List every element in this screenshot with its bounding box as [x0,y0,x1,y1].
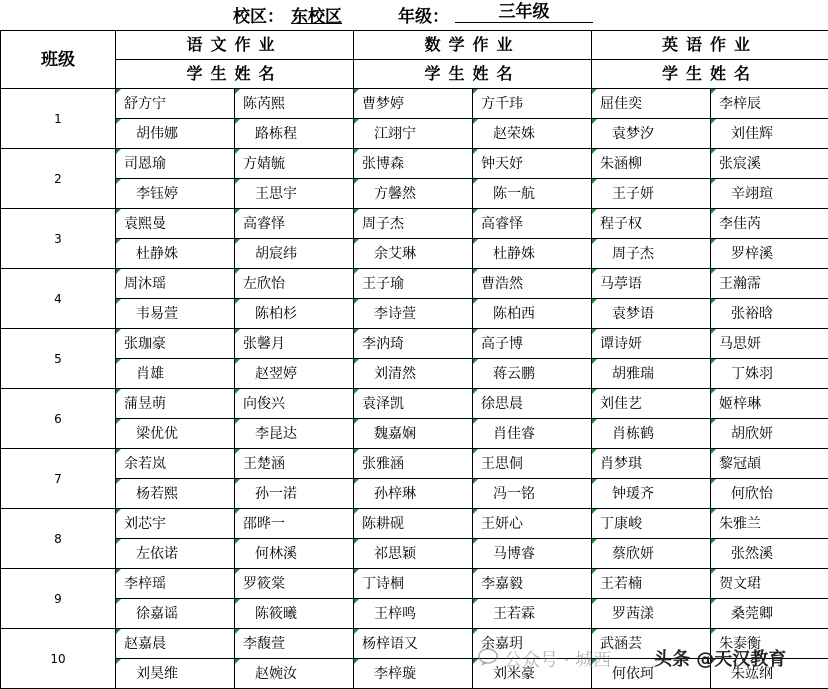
student-name-cell[interactable]: 向俊兴 [235,389,354,419]
student-name-cell[interactable]: 邵晔一 [235,509,354,539]
student-name-cell[interactable]: 方千玮 [473,89,592,119]
student-name-cell[interactable]: 高睿怿 [235,209,354,239]
student-name-cell[interactable]: 祁思颖 [354,539,473,569]
student-name-cell[interactable]: 王若楠 [592,569,711,599]
student-name-cell[interactable]: 江翊宁 [354,119,473,149]
student-name-cell[interactable]: 钟天妤 [473,149,592,179]
student-name-cell[interactable]: 赵嘉晨 [116,629,235,659]
student-name-cell[interactable]: 余若岚 [116,449,235,479]
student-name-header: 学生姓名 [116,60,354,89]
table-row [1,89,828,119]
student-name-cell[interactable]: 冯一铭 [473,479,592,509]
student-name-cell[interactable]: 蒲昱萌 [116,389,235,419]
student-name-cell[interactable]: 杜静姝 [473,239,592,269]
student-name-cell[interactable]: 何依珂 [592,659,711,689]
student-name-cell[interactable]: 王思侗 [473,449,592,479]
class-number: 10 [1,629,116,689]
student-name-cell[interactable]: 张博森 [354,149,473,179]
student-name-cell[interactable]: 王思宇 [235,179,354,209]
student-name-cell[interactable]: 何欣怡 [711,479,828,509]
table-row [1,119,828,149]
student-name-cell[interactable]: 朱泰衡 [711,629,828,659]
class-number: 5 [1,329,116,389]
student-name-cell[interactable]: 武涵芸 [592,629,711,659]
student-name-cell[interactable]: 高子博 [473,329,592,359]
table-row [1,629,828,659]
class-number: 7 [1,449,116,509]
student-name-cell[interactable]: 李昆达 [235,419,354,449]
table-row [1,179,828,209]
subject-header-chinese: 语文作业 [116,31,354,60]
student-name-cell[interactable]: 朱涵柳 [592,149,711,179]
subject-header-english: 英语作业 [592,31,828,60]
student-name-cell[interactable]: 袁梦汐 [592,119,711,149]
student-name-cell[interactable]: 徐思晨 [473,389,592,419]
student-name-cell[interactable]: 刘芯宇 [116,509,235,539]
student-name-cell[interactable]: 马博睿 [473,539,592,569]
student-name-cell[interactable]: 罗筱棠 [235,569,354,599]
student-name-cell[interactable]: 左欣怡 [235,269,354,299]
student-name-cell[interactable]: 袁梦语 [592,299,711,329]
table-row [1,329,828,359]
student-name-cell[interactable]: 周子杰 [354,209,473,239]
student-name-cell[interactable]: 李梓璇 [354,659,473,689]
student-name-cell[interactable]: 袁泽凯 [354,389,473,419]
student-name-cell[interactable]: 朱雅兰 [711,509,828,539]
student-name-cell[interactable]: 李嘉毅 [473,569,592,599]
student-name-cell[interactable]: 周沐瑶 [116,269,235,299]
student-name-cell[interactable]: 杨梓语又 [354,629,473,659]
student-name-cell[interactable]: 谭诗妍 [592,329,711,359]
student-name-cell[interactable]: 孙一渃 [235,479,354,509]
student-name-cell[interactable]: 王楚涵 [235,449,354,479]
student-name-cell[interactable]: 钟瑗齐 [592,479,711,509]
homework-table [0,30,828,689]
student-name-cell[interactable]: 胡雅瑞 [592,359,711,389]
watermark-account: 公众号 · 城西 [504,646,611,672]
table-row [1,269,828,299]
student-name-cell[interactable]: 路栋程 [235,119,354,149]
student-name-cell[interactable]: 孙梓琳 [354,479,473,509]
student-name-header: 学生姓名 [592,60,828,89]
watermark-source: 头条 @天汉教育 [654,645,786,671]
student-name-cell[interactable]: 丁诗桐 [354,569,473,599]
student-name-cell[interactable]: 张馨月 [235,329,354,359]
student-name-cell[interactable]: 丁姝羽 [711,359,828,389]
student-name-cell[interactable]: 姬梓琳 [711,389,828,419]
campus-value: 东校区 [291,2,342,27]
student-name-cell[interactable]: 曹浩然 [473,269,592,299]
student-name-cell[interactable]: 曹梦婷 [354,89,473,119]
student-name-cell[interactable]: 丁康峻 [592,509,711,539]
student-name-cell[interactable]: 张雅涵 [354,449,473,479]
class-number: 2 [1,149,116,209]
student-name-cell[interactable]: 赵婉汝 [235,659,354,689]
student-name-cell[interactable]: 徐嘉谣 [116,599,235,629]
class-number: 4 [1,269,116,329]
grade-label: 年级： [398,2,449,27]
student-name-cell[interactable]: 刘佳艺 [592,389,711,419]
student-name-cell[interactable]: 刘佳辉 [711,119,828,149]
table-row [1,659,828,689]
student-name-cell[interactable]: 胡伟娜 [116,119,235,149]
subject-header-math: 数学作业 [354,31,592,60]
student-name-cell[interactable]: 余艾琳 [354,239,473,269]
student-name-cell[interactable]: 王瀚霈 [711,269,828,299]
student-name-cell[interactable]: 韦易萱 [116,299,235,329]
class-number: 6 [1,389,116,449]
student-name-cell[interactable]: 马思妍 [711,329,828,359]
student-name-cell[interactable]: 辛翊瑄 [711,179,828,209]
student-name-cell[interactable]: 张裕晗 [711,299,828,329]
student-name-cell[interactable]: 肖佳睿 [473,419,592,449]
student-name-cell[interactable]: 王妍心 [473,509,592,539]
student-name-cell[interactable]: 李诗萱 [354,299,473,329]
student-name-cell[interactable]: 胡欣妍 [711,419,828,449]
student-name-cell[interactable]: 屈佳奕 [592,89,711,119]
student-name-cell[interactable]: 赵翌婷 [235,359,354,389]
table-row [1,389,828,419]
student-name-cell[interactable]: 肖栋鹤 [592,419,711,449]
student-name-cell[interactable]: 李钰婷 [116,179,235,209]
student-name-cell[interactable]: 左依诺 [116,539,235,569]
student-name-cell[interactable]: 王子瑜 [354,269,473,299]
student-name-cell[interactable]: 刘米豪 [473,659,592,689]
table-row [1,539,828,569]
student-name-cell[interactable]: 黎冠頡 [711,449,828,479]
table-row [1,299,828,329]
student-name-cell[interactable]: 蒋云鹏 [473,359,592,389]
table-row [1,569,828,599]
student-name-cell[interactable]: 陈筱曦 [235,599,354,629]
table-row [1,479,828,509]
student-name-cell[interactable]: 舒方宁 [116,89,235,119]
student-name-cell[interactable]: 刘昊维 [116,659,235,689]
sheet-header [0,0,828,30]
student-name-cell[interactable]: 方馨然 [354,179,473,209]
student-name-cell[interactable]: 杨若熙 [116,479,235,509]
student-name-cell[interactable]: 桑莞卿 [711,599,828,629]
student-name-cell[interactable]: 陈一航 [473,179,592,209]
student-name-cell[interactable]: 高睿怿 [473,209,592,239]
student-name-cell[interactable]: 张然溪 [711,539,828,569]
student-name-cell[interactable]: 余嘉玥 [473,629,592,659]
table-row [1,209,828,239]
student-name-cell[interactable]: 朱竑纲 [711,659,828,689]
class-number: 1 [1,89,116,149]
student-name-cell[interactable]: 刘清然 [354,359,473,389]
student-name-header: 学生姓名 [354,60,592,89]
student-name-cell[interactable]: 李汭琦 [354,329,473,359]
student-name-cell[interactable]: 魏嘉娴 [354,419,473,449]
class-number: 9 [1,569,116,629]
table-row [1,599,828,629]
student-name-cell[interactable]: 方婧毓 [235,149,354,179]
class-header: 班级 [1,31,116,89]
student-name-cell[interactable]: 程子权 [592,209,711,239]
grade-value: 三年级 [455,2,593,23]
student-name-cell[interactable]: 王若霖 [473,599,592,629]
student-name-cell[interactable]: 李佳芮 [711,209,828,239]
student-name-cell[interactable]: 李梓辰 [711,89,828,119]
table-row [1,509,828,539]
table-row [1,239,828,269]
student-name-cell[interactable]: 蔡欣妍 [592,539,711,569]
student-name-cell[interactable]: 贺文珺 [711,569,828,599]
class-number: 8 [1,509,116,569]
student-name-cell[interactable]: 袁熙曼 [116,209,235,239]
student-name-cell[interactable]: 李梓瑶 [116,569,235,599]
table-row [1,419,828,449]
table-row [1,149,828,179]
table-row [1,449,828,479]
student-name-cell[interactable]: 王子妍 [592,179,711,209]
student-name-cell[interactable]: 周子杰 [592,239,711,269]
table-row [1,359,828,389]
student-name-cell[interactable]: 罗梓溪 [711,239,828,269]
student-name-cell[interactable]: 罗茜漾 [592,599,711,629]
student-name-cell[interactable]: 王梓鸣 [354,599,473,629]
student-name-cell[interactable]: 马葶语 [592,269,711,299]
student-name-cell[interactable]: 陈耕砚 [354,509,473,539]
student-name-cell[interactable]: 张珈豪 [116,329,235,359]
student-name-cell[interactable]: 杜静姝 [116,239,235,269]
campus-label: 校区： [233,2,284,27]
student-name-cell[interactable]: 陈柏西 [473,299,592,329]
student-name-cell[interactable]: 何林溪 [235,539,354,569]
student-name-cell[interactable]: 赵荣姝 [473,119,592,149]
student-name-cell[interactable]: 梁优优 [116,419,235,449]
student-name-cell[interactable]: 李馥萱 [235,629,354,659]
student-name-cell[interactable]: 司恩瑜 [116,149,235,179]
student-name-cell[interactable]: 肖雄 [116,359,235,389]
student-name-cell[interactable]: 张宸溪 [711,149,828,179]
student-name-cell[interactable]: 胡宸纬 [235,239,354,269]
student-name-cell[interactable]: 陈柏杉 [235,299,354,329]
class-number: 3 [1,209,116,269]
student-name-cell[interactable]: 陈芮熙 [235,89,354,119]
student-name-cell[interactable]: 肖梦琪 [592,449,711,479]
